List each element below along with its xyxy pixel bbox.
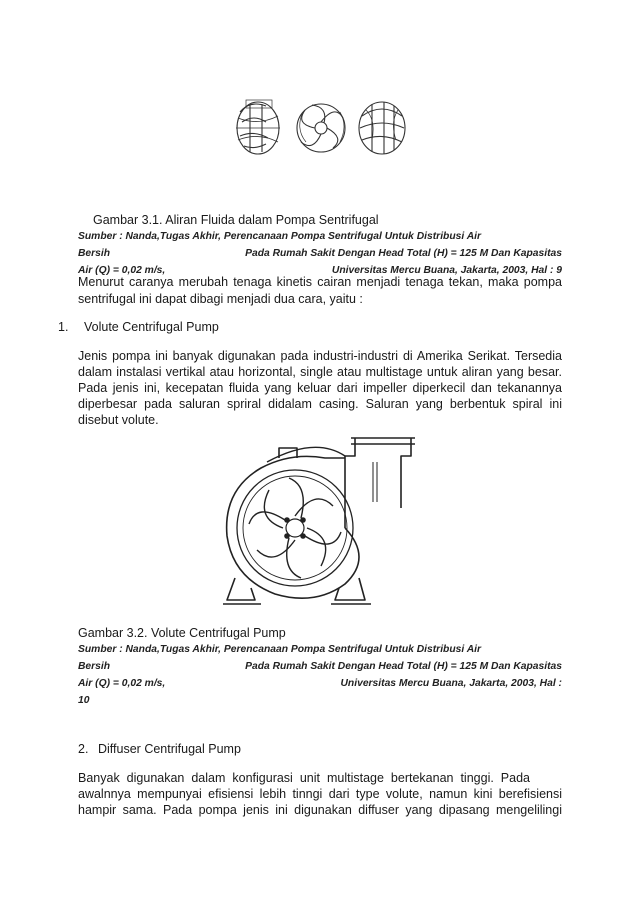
source-text-right: Universitas Mercu Buana, Jakarta, 2003, Hal :: [340, 678, 562, 689]
figure-3-2-source-line-1: [78, 641, 562, 658]
section-1-line-1: Jenis pompa ini banyak digunakan pada industri-industri di Amerika Serikat. Tersedia: [78, 349, 562, 363]
figure-3-2-source-line-4: [78, 692, 562, 709]
section-2-line-2: awalnnya mempunyai efisiensi lebih tinngi dari type volute, namun kini berefisiensi: [78, 787, 562, 801]
section-2-title: Diffuser Centrifugal Pump: [98, 742, 241, 756]
impeller-sketch-middle: [297, 104, 345, 152]
figure-3-1-caption: Gambar 3.1. Aliran Fluida dalam Pompa Sentrifugal: [93, 213, 379, 227]
section-1-line-4: diperbesar pada saluran spriral didalam casing. Saluran yang berbentuk spiral ini: [78, 397, 562, 411]
source-text-left: Bersih: [78, 661, 111, 672]
figure-3-1-source-line-1: [78, 228, 562, 245]
source-text-left: Air (Q) = 0,02 m/s,: [78, 678, 166, 689]
figure-3-2-caption: Gambar 3.2. Volute Centrifugal Pump: [78, 626, 286, 640]
source-text: Sumber : Nanda,Tugas Akhir, Perencanaan Pompa Sentrifugal Untuk Distribusi Air: [78, 644, 482, 655]
volute-casing: [227, 456, 359, 598]
section-1-line-3: Pada jenis ini, kecepatan fluida yang keluar dari impeller diperkecil dan tekanannya: [78, 381, 562, 395]
figure-3-2-image: [205, 428, 430, 613]
source-text: 10: [78, 695, 90, 706]
source-text-right: Universitas Mercu Buana, Jakarta, 2003, Hal : 9: [331, 265, 562, 276]
figure-3-2-source-line-2: [78, 658, 562, 675]
impeller-vanes: [249, 478, 341, 578]
impeller-sketch-left: [236, 100, 280, 154]
section-2-number: 2.: [78, 742, 89, 756]
section-1-line-5: disebut volute.: [78, 413, 159, 427]
intro-line-1: Menurut caranya merubah tenaga kinetis cairan menjadi tenaga tekan, maka pompa: [78, 275, 562, 289]
impeller-sketch-right: [359, 102, 405, 154]
section-1-title: Volute Centrifugal Pump: [84, 320, 219, 334]
casing-inner-ring: [237, 470, 353, 586]
figure-3-1-source-line-2: [78, 245, 562, 262]
figure-3-2-source-line-3: [78, 675, 562, 692]
figure-3-1-image: [232, 92, 410, 160]
intro-line-2: sentrifugal ini dapat dibagi menjadi dua cara, yaitu :: [78, 292, 363, 306]
pump-feet: [223, 578, 371, 604]
source-text-left: Bersih: [78, 248, 111, 259]
section-1-number: 1.: [58, 320, 69, 334]
discharge-nozzle: [345, 438, 415, 528]
section-2-line-1: Banyak digunakan dalam konfigurasi unit multistage bertekanan tinggi. Pada: [78, 771, 530, 785]
source-text: Sumber : Nanda,Tugas Akhir, Perencanaan Pompa Sentrifugal Untuk Distribusi Air: [78, 231, 482, 242]
source-text-left: Air (Q) = 0,02 m/s,: [78, 265, 166, 276]
section-2-line-3: hampir sama. Pada pompa jenis ini digunakan diffuser yang dipasang mengelilingi: [78, 803, 562, 817]
source-text-right: Pada Rumah Sakit Dengan Head Total (H) = 125 M Dan Kapasitas: [245, 661, 562, 672]
source-text-right: Pada Rumah Sakit Dengan Head Total (H) = 125 M Dan Kapasitas: [245, 248, 562, 259]
section-1-line-2: dalam instalasi vertikal atau horizontal, single atau multistage untuk aliran yang besar.: [78, 365, 562, 379]
